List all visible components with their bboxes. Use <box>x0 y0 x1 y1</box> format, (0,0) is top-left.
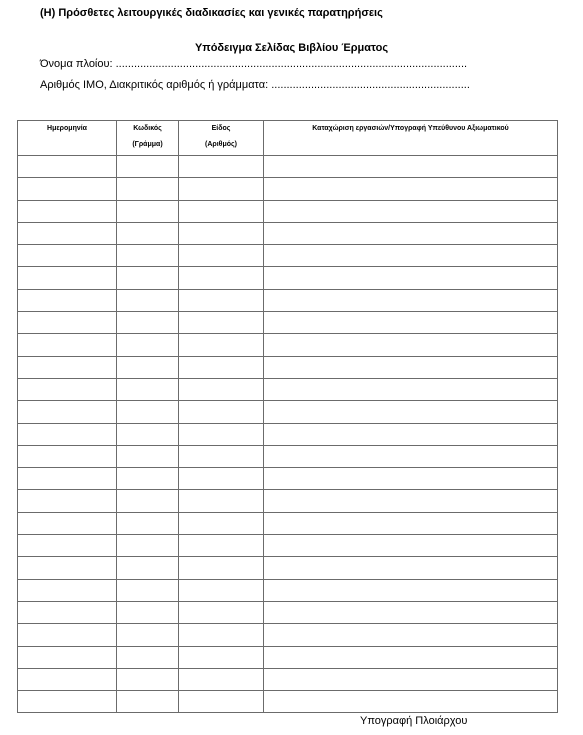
entry-cell[interactable] <box>264 668 558 690</box>
date-cell[interactable] <box>18 401 117 423</box>
type-cell[interactable] <box>179 401 264 423</box>
date-cell[interactable] <box>18 512 117 534</box>
type-cell[interactable] <box>179 378 264 400</box>
table-row <box>18 156 558 178</box>
table-row <box>18 245 558 267</box>
entry-cell[interactable] <box>264 222 558 244</box>
entry-cell[interactable] <box>264 445 558 467</box>
entry-cell[interactable] <box>264 401 558 423</box>
type-cell[interactable] <box>179 178 264 200</box>
code-cell[interactable] <box>117 312 179 334</box>
type-cell[interactable] <box>179 601 264 623</box>
header-date <box>18 121 117 156</box>
table-row <box>18 468 558 490</box>
entry-cell[interactable] <box>264 468 558 490</box>
code-cell[interactable] <box>117 378 179 400</box>
entry-cell[interactable] <box>264 334 558 356</box>
code-cell[interactable] <box>117 557 179 579</box>
section-heading: (Η) Πρόσθετες λειτουργικές διαδικασίες και γενικές παρατηρήσεις <box>40 7 383 19</box>
code-cell[interactable] <box>117 334 179 356</box>
table-row <box>18 535 558 557</box>
type-cell[interactable] <box>179 691 264 713</box>
imo-label: Αριθμός ΙΜΟ, Διακριτικός αριθμός ή γράμματα: <box>40 79 272 91</box>
type-cell[interactable] <box>179 579 264 601</box>
entry-cell[interactable] <box>264 579 558 601</box>
table-row <box>18 646 558 668</box>
type-cell[interactable] <box>179 535 264 557</box>
type-cell[interactable] <box>179 423 264 445</box>
code-cell[interactable] <box>117 601 179 623</box>
header-date-line1: Ημερομηνία <box>47 125 87 132</box>
code-cell[interactable] <box>117 490 179 512</box>
table-row <box>18 178 558 200</box>
table-row <box>18 512 558 534</box>
code-cell[interactable] <box>117 156 179 178</box>
date-cell[interactable] <box>18 222 117 244</box>
type-cell[interactable] <box>179 312 264 334</box>
date-cell[interactable] <box>18 601 117 623</box>
entry-cell[interactable] <box>264 423 558 445</box>
table-row <box>18 557 558 579</box>
code-cell[interactable] <box>117 445 179 467</box>
header-code-line1: Κωδικός <box>133 125 162 132</box>
ship-name-label: Όνομα πλοίου: <box>40 58 116 70</box>
table-row <box>18 401 558 423</box>
date-cell[interactable] <box>18 691 117 713</box>
type-cell[interactable] <box>179 445 264 467</box>
date-cell[interactable] <box>18 378 117 400</box>
code-cell[interactable] <box>117 423 179 445</box>
header-code-line2: (Γράμμα) <box>132 141 163 148</box>
date-cell[interactable] <box>18 579 117 601</box>
code-cell[interactable] <box>117 468 179 490</box>
entry-cell[interactable] <box>264 624 558 646</box>
table-row <box>18 490 558 512</box>
date-cell[interactable] <box>18 245 117 267</box>
date-cell[interactable] <box>18 445 117 467</box>
imo-fill-dots: ................................................................. <box>271 79 470 91</box>
master-signature-label: Υπογραφή Πλοιάρχου <box>360 715 468 727</box>
type-cell[interactable] <box>179 289 264 311</box>
table-row <box>18 200 558 222</box>
entry-cell[interactable] <box>264 289 558 311</box>
table-row <box>18 356 558 378</box>
date-cell[interactable] <box>18 668 117 690</box>
header-code <box>117 121 179 156</box>
code-cell[interactable] <box>117 200 179 222</box>
ballast-log-table <box>17 120 558 713</box>
entry-cell[interactable] <box>264 267 558 289</box>
table-row <box>18 334 558 356</box>
code-cell[interactable] <box>117 401 179 423</box>
entry-cell[interactable] <box>264 490 558 512</box>
ship-name-fill-dots: ................................................................................................................... <box>115 58 468 70</box>
type-cell[interactable] <box>179 156 264 178</box>
type-cell[interactable] <box>179 334 264 356</box>
entry-cell[interactable] <box>264 245 558 267</box>
table-row <box>18 445 558 467</box>
code-cell[interactable] <box>117 178 179 200</box>
date-cell[interactable] <box>18 289 117 311</box>
date-cell[interactable] <box>18 646 117 668</box>
header-type-line2: (Αριθμός) <box>205 141 237 148</box>
type-cell[interactable] <box>179 222 264 244</box>
table-row <box>18 668 558 690</box>
date-cell[interactable] <box>18 200 117 222</box>
date-cell[interactable] <box>18 535 117 557</box>
type-cell[interactable] <box>179 468 264 490</box>
type-cell[interactable] <box>179 512 264 534</box>
type-cell[interactable] <box>179 668 264 690</box>
code-cell[interactable] <box>117 356 179 378</box>
entry-cell[interactable] <box>264 535 558 557</box>
entry-cell[interactable] <box>264 312 558 334</box>
code-cell[interactable] <box>117 624 179 646</box>
table-row <box>18 267 558 289</box>
code-cell[interactable] <box>117 691 179 713</box>
entry-cell[interactable] <box>264 691 558 713</box>
table-row <box>18 579 558 601</box>
date-cell[interactable] <box>18 423 117 445</box>
type-cell[interactable] <box>179 624 264 646</box>
date-cell[interactable] <box>18 334 117 356</box>
type-cell[interactable] <box>179 267 264 289</box>
table-row <box>18 624 558 646</box>
type-cell[interactable] <box>179 557 264 579</box>
type-cell[interactable] <box>179 245 264 267</box>
entry-cell[interactable] <box>264 178 558 200</box>
entry-cell[interactable] <box>264 200 558 222</box>
date-cell[interactable] <box>18 312 117 334</box>
table-row <box>18 691 558 713</box>
code-cell[interactable] <box>117 646 179 668</box>
header-entry <box>264 121 558 156</box>
table-header-row <box>18 121 558 156</box>
form-title: Υπόδειγμα Σελίδας Βιβλίου Έρματος <box>194 42 389 54</box>
code-cell[interactable] <box>117 579 179 601</box>
header-entry-line1: Καταχώριση εργασιών/Υπογραφή Υπεύθυνου Αξιωματικού <box>312 125 509 132</box>
type-cell[interactable] <box>179 490 264 512</box>
entry-cell[interactable] <box>264 646 558 668</box>
date-cell[interactable] <box>18 267 117 289</box>
code-cell[interactable] <box>117 267 179 289</box>
date-cell[interactable] <box>18 178 117 200</box>
table-row <box>18 423 558 445</box>
code-cell[interactable] <box>117 512 179 534</box>
header-type-line1: Είδος <box>211 125 231 132</box>
date-cell[interactable] <box>18 356 117 378</box>
entry-cell[interactable] <box>264 512 558 534</box>
entry-cell[interactable] <box>264 557 558 579</box>
table-row <box>18 289 558 311</box>
code-cell[interactable] <box>117 668 179 690</box>
type-cell[interactable] <box>179 200 264 222</box>
date-cell[interactable] <box>18 557 117 579</box>
table-row <box>18 601 558 623</box>
entry-cell[interactable] <box>264 601 558 623</box>
table-row <box>18 378 558 400</box>
ship-name-line <box>40 58 467 70</box>
imo-line <box>40 79 470 91</box>
table-body <box>18 156 558 713</box>
date-cell[interactable] <box>18 468 117 490</box>
date-cell[interactable] <box>18 156 117 178</box>
table-row <box>18 222 558 244</box>
type-cell[interactable] <box>179 356 264 378</box>
date-cell[interactable] <box>18 624 117 646</box>
type-cell[interactable] <box>179 646 264 668</box>
header-type <box>179 121 264 156</box>
entry-cell[interactable] <box>264 156 558 178</box>
date-cell[interactable] <box>18 490 117 512</box>
code-cell[interactable] <box>117 222 179 244</box>
entry-cell[interactable] <box>264 378 558 400</box>
entry-cell[interactable] <box>264 356 558 378</box>
code-cell[interactable] <box>117 245 179 267</box>
table-row <box>18 312 558 334</box>
code-cell[interactable] <box>117 535 179 557</box>
code-cell[interactable] <box>117 289 179 311</box>
